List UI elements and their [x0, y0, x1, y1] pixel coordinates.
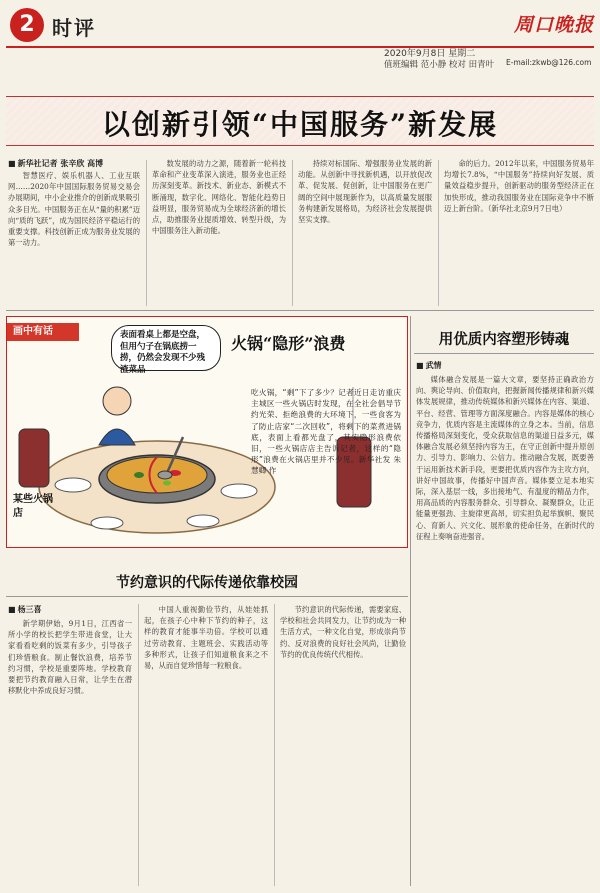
bottom-column-1-text: 新学期伊始，9月1日，江西省一所小学的校长把学生带进食堂，让大家看看吃剩的饭菜有多少，引导孩子们珍惜粮食。制止餐饮浪费，培养节约习惯，学校是重要阵地。学校教育要把节约教育融入日常，让学生在潜移默化中养成良好习惯。 — [8, 619, 132, 696]
column-divider — [274, 604, 275, 886]
cartoon-box — [6, 316, 408, 548]
page-header — [6, 6, 594, 68]
lead-column-1-text: 智慧医疗、娱乐机器人、工业互联网……2020年中国国际服务贸易交易会办展期间，中小企业推介的创新成果吸引众多目光。中国服务正在从“量的积累”迈向“质的飞跃”，成为国民经济平稳运行的重要支撑。科技创新正成为服务业发展的第一动力。 — [8, 171, 140, 248]
section-name: 时评 — [52, 16, 96, 40]
bottom-column-1 — [8, 618, 132, 886]
lead-column-3-text: 持续对标国际、增强服务业发展的新动能。从创新中寻找新机遇，以开放促改革、促发展、促创新，让中国服务在更广阔的空间中展现新作为，以高质量发展服务构建新发展格局，为经济社会发展提供坚实支撑。 — [298, 159, 432, 225]
editor-credits: 值班编辑 范小静 校对 田青叶 — [384, 60, 495, 70]
right-article-text: 媒体融合发展是一篇大文章，要坚持正确政治方向、舆论导向、价值取向，把握新闻传播规律和新兴媒体发展规律，推动传统媒体和新兴媒体在内容、渠道、平台、经营、管理等方面深度融合。内容是媒体的核心竞争力，优质内容是主流媒体的立身之本。当前，信息传播格局深刻变化，受众获取信息的渠道日益多元，媒体融合发展必须坚持内容为王，在守正创新中提升原创力、引导力、影响力、公信力。推动融合发展，既要善于运用新技术新手段，更要把优质内容作为主攻方向，讲好中国故事，传播好中国声音。媒体要立足本地实际，深入基层一线，多出接地气、有温度的精品力作，用高品质的内容服务群众、引导群众、凝聚群众，让正能量更强劲、主旋律更高昂，切实担负起举旗帜、聚民心、育新人、兴文化、展形象的使命任务，在新时代的征程上奏响奋进强音。 — [416, 375, 594, 541]
bottom-column-3-text: 节约意识的代际传递，需要家庭、学校和社会共同发力，让节约成为一种生活方式，一种文化自觉，形成崇尚节约、反对浪费的良好社会风尚，让勤俭节约的优良传统代代相传。 — [280, 605, 406, 659]
contact-email: E-mail:zkwb@126.com — [506, 58, 592, 67]
lead-column-3 — [298, 158, 432, 304]
title-rule — [6, 596, 408, 597]
newspaper-logo: 周口晚报 — [514, 14, 595, 36]
bottom-column-2-text: 中国人重视勤俭节约，从娃娃抓起，在孩子心中种下节约的种子，这样的教育才能事半功倍。学校可以通过劳动教育、主题班会、实践活动等多种形式，让孩子们知道粮食来之不易，从而自觉珍惜每一粒粮食。 — [144, 605, 268, 671]
right-article-title: 用优质内容塑形铸魂 — [438, 332, 570, 348]
column-divider — [292, 160, 293, 306]
bottom-column-3 — [280, 604, 406, 886]
title-rule — [414, 353, 594, 354]
headline-band — [6, 96, 594, 146]
column-divider — [410, 316, 411, 886]
column-divider — [438, 160, 439, 306]
cartoon-title: 火锅“隐形”浪费 — [231, 334, 346, 353]
page-number: 2 — [10, 8, 44, 42]
right-article-byline: ■ 武情 — [416, 360, 442, 371]
lead-column-2 — [152, 158, 286, 304]
lead-column-2-text: 数发展的动力之源，随着新一轮科技革命和产业变革深入演进，服务业也正经历深刻变革。新技术、新业态、新模式不断涌现，数字化、网络化、智能化趋势日益明显，服务贸易成为全球经济新的增长点，助推服务业提质增效、转型升级，为中国服务注入新动能。 — [152, 159, 286, 236]
lead-headline: 以创新引领“中国服务”新发展 — [101, 108, 499, 141]
lead-byline: ■ 新华社记者 张辛欣 高博 — [8, 158, 103, 169]
column-divider — [138, 604, 139, 886]
bottom-column-2 — [144, 604, 268, 886]
cartoon-caption: 吃火锅，“剩”下了多少？记者近日走访重庆主城区一些火锅店时发现，在全社会倡导节约光荣、拒绝浪费的大环境下，一些食客为了防止店家“二次回收”，将剩下的菜煮进锅底，表面上看都光盘了，其实隐形浪费依旧，一些火锅店店主告诉记者，这样的“隐形”浪费在火锅店里并不少见。新华社发 朱慧卿 作 — [251, 388, 401, 476]
right-article-body — [416, 374, 594, 886]
lead-column-4 — [444, 158, 594, 304]
bottom-article-title: 节约意识的代际传递依靠校园 — [116, 575, 298, 591]
issue-date: 2020年9月8日 星期二 — [384, 49, 476, 59]
header-rule — [6, 46, 594, 48]
lead-column-4-text: 命的后力。2012年以来，中国服务贸易年均增长7.8%，“中国服务”持续向好发展、质量效益稳步提升，创新驱动的服务型经济正在加快形成，推动我国服务业在国际竞争中不断迈上新台阶。（新华社北京9月7日电） — [444, 159, 594, 213]
bottom-article-byline: ■ 杨三喜 — [8, 604, 42, 615]
column-divider — [146, 160, 147, 306]
speech-bubble: 表面看桌上都是空盘，但用勺子在锅底捞一捞，仍然会发现不少残渣菜品 — [111, 325, 221, 371]
section-divider — [6, 310, 594, 311]
cartoon-side-label: 某些火锅店 — [13, 494, 53, 519]
lead-column-1 — [8, 170, 140, 304]
section-tag: 画中有话 — [7, 323, 79, 341]
